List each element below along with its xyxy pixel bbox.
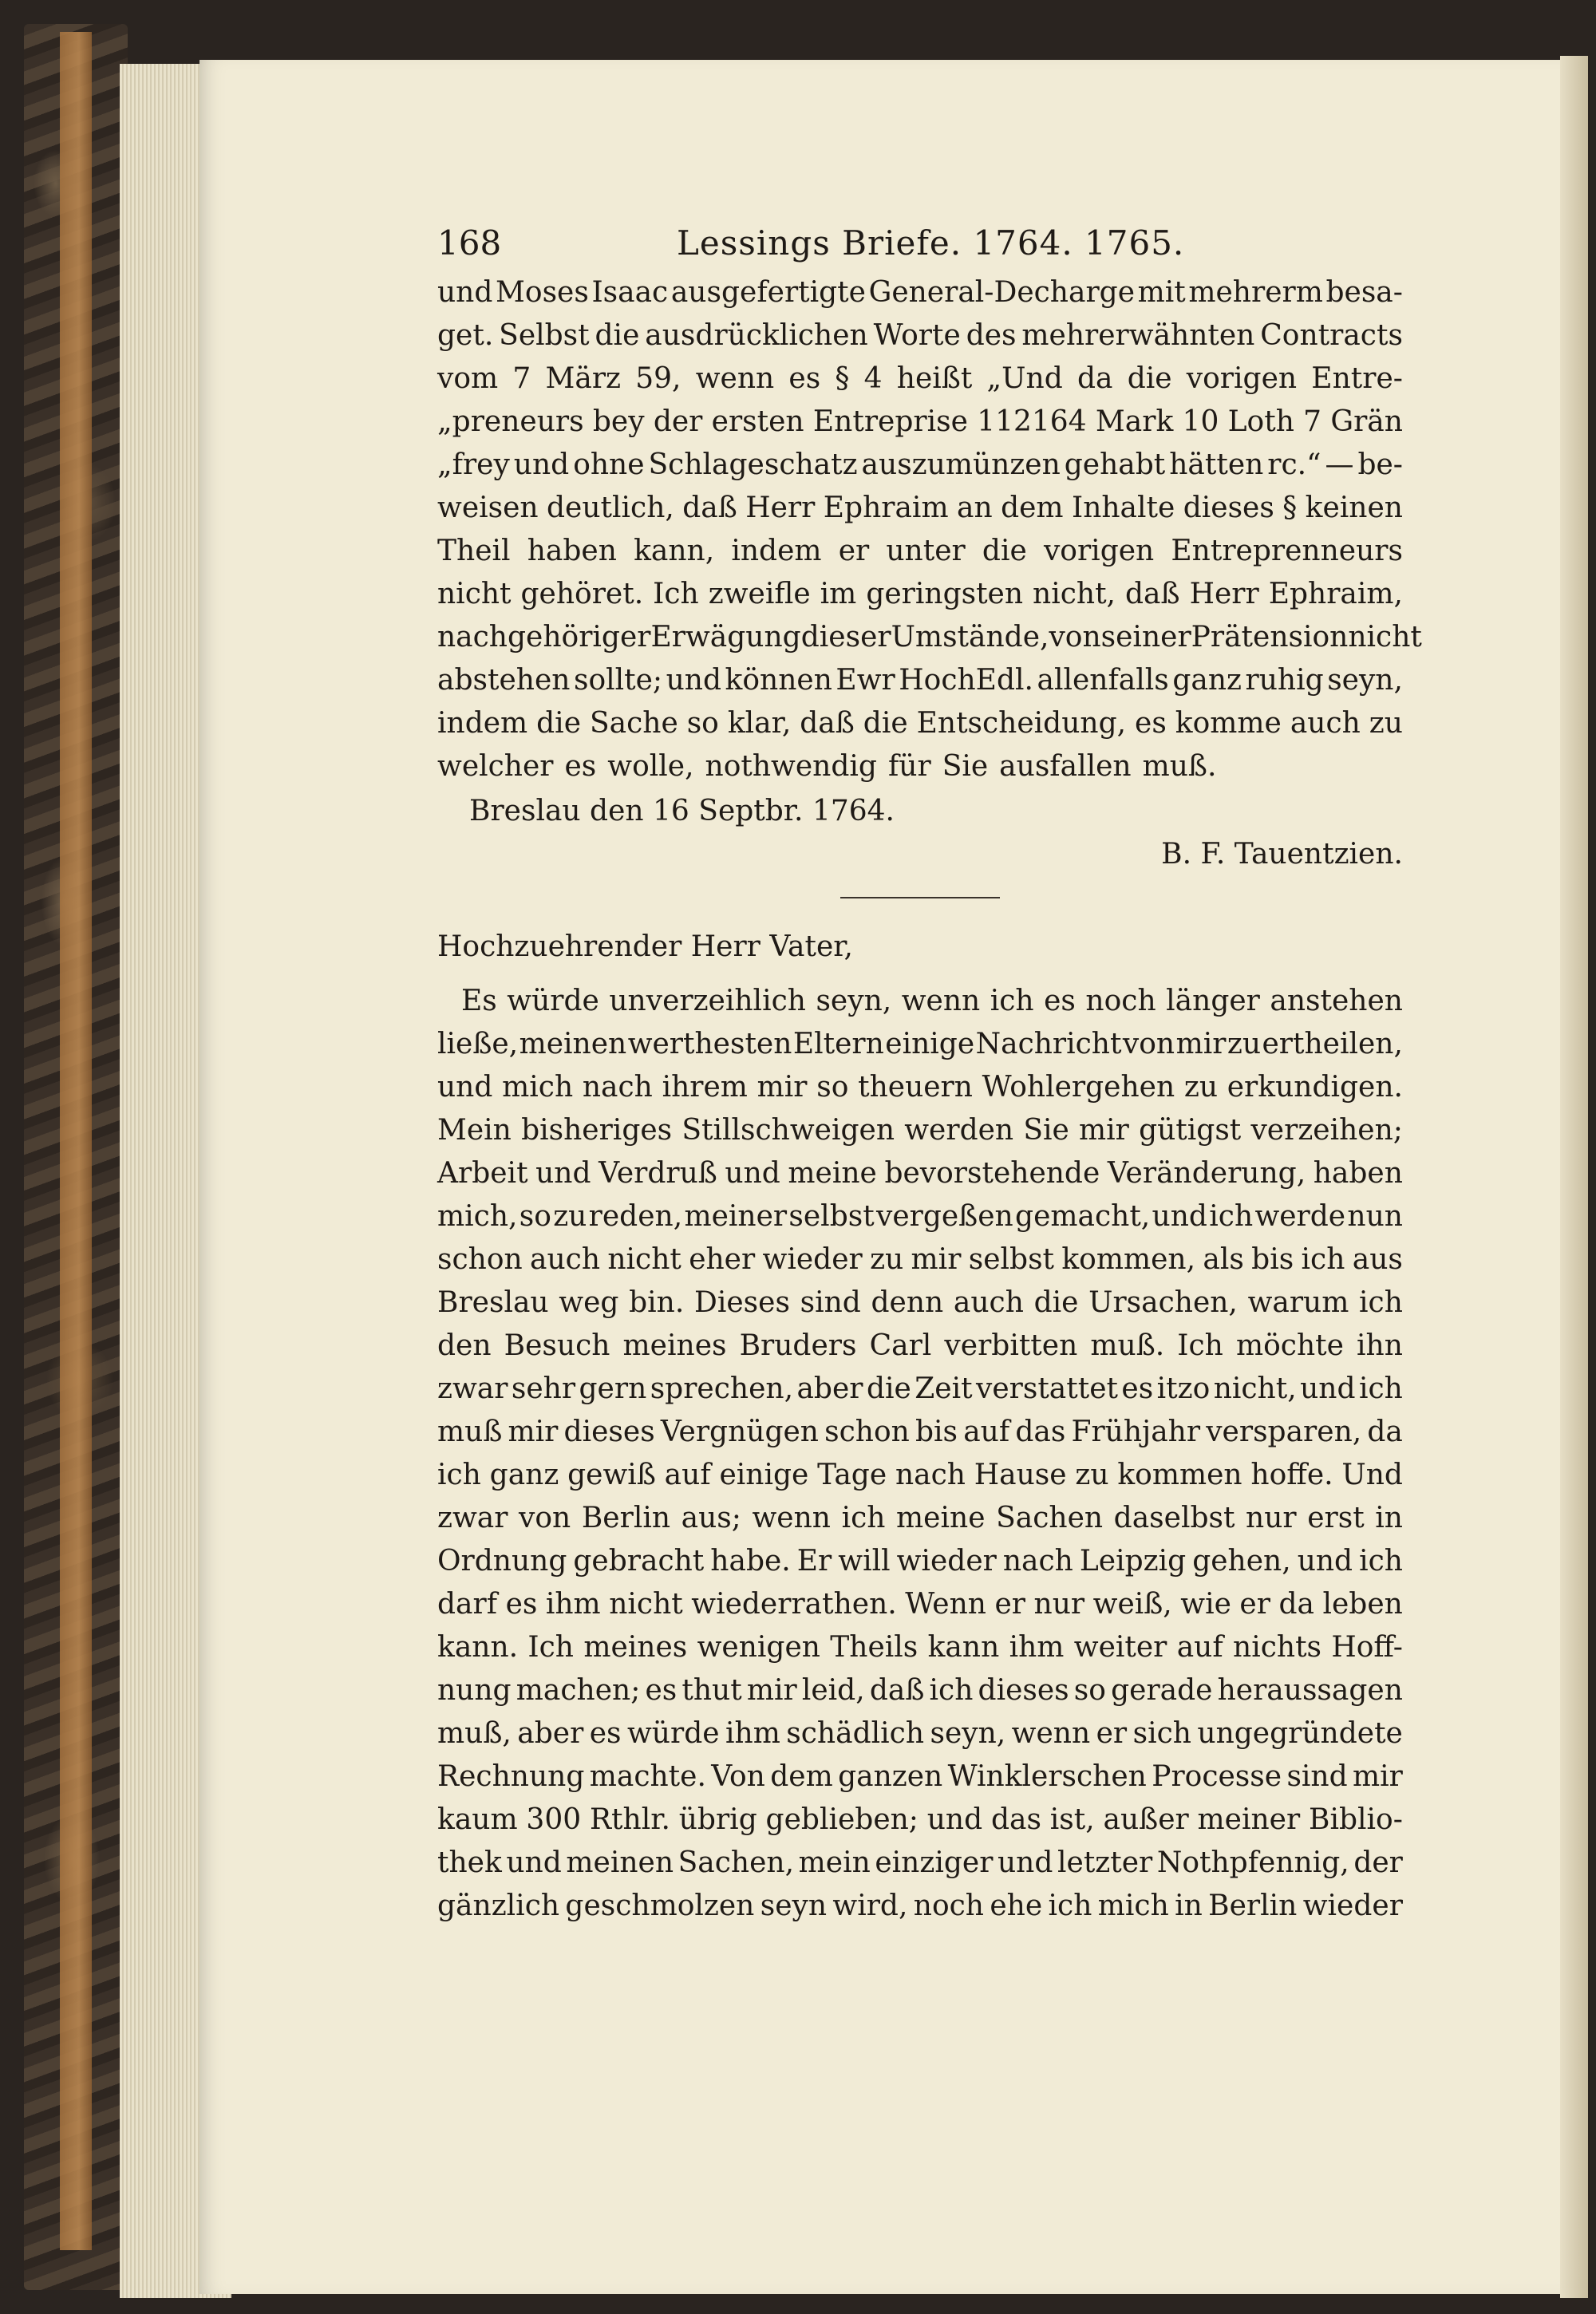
letter1-body	[437, 271, 1422, 788]
letter2-text-line: Breslau weg bin. Dieses sind denn auch die Ursachen, warum ich	[437, 1286, 1403, 1319]
letter2-text-line: darf es ihm nicht wiederrathen. Wenn er nur weiß, wie er da leben	[437, 1588, 1403, 1621]
letter2-text-line: zwar sehr gern sprechen, aber die Zeit verstattet es itzo nicht, und ich	[437, 1372, 1403, 1405]
letter2-body	[437, 980, 1403, 1928]
page-text	[437, 215, 1422, 1928]
letter2-text-line: Es würde unverzeihlich seyn, wenn ich es noch länger anstehen	[461, 985, 1403, 1017]
letter2-text-line: Rechnung machte. Von dem ganzen Winklerschen Processe sind mir	[437, 1760, 1403, 1793]
letter2-text-line: muß mir dieses Vergnügen schon bis auf das Frühjahr versparen, da	[437, 1416, 1403, 1448]
letter2-text-line: muß, aber es würde ihm schädlich seyn, wenn er sich ungegründete	[437, 1717, 1403, 1750]
letter1-text-line: indem die Sache so klar, daß die Entscheidung, es komme auch zu	[437, 707, 1403, 740]
section-divider	[840, 897, 1000, 898]
letter2-text-line: thek und meinen Sachen, mein einziger und letzter Nothpfennig, der	[437, 1846, 1403, 1879]
letter1-text-line: get. Selbst die ausdrücklichen Worte des mehrerwähnten Contracts	[437, 319, 1403, 352]
letter1-text-line: „preneurs bey der ersten Entreprise 112164 Mark 10 Loth 7 Grän	[437, 405, 1403, 438]
letter2-text-line: mich, so zu reden, meiner selbst vergeßen gemacht, und ich werde nun	[437, 1200, 1403, 1233]
letter1-text-line: Theil haben kann, indem er unter die vorigen Entreprenneurs	[437, 535, 1403, 567]
running-head: Lessings Briefe. 1764. 1765.	[677, 223, 1185, 263]
letter1-text-line: abstehen sollte; und können Ewr HochEdl. allenfalls ganz ruhig seyn,	[437, 664, 1403, 697]
letter2-text-line: gänzlich geschmolzen seyn wird, noch ehe ich mich in Berlin wieder	[437, 1890, 1403, 1922]
letter2-text-line: und mich nach ihrem mir so theuern Wohlergehen zu erkundigen.	[437, 1071, 1403, 1104]
page-header	[437, 215, 1403, 271]
signature: B. F. Tauentzien.	[1161, 838, 1403, 871]
letter2-text-line: Mein bisheriges Stillschweigen werden Sie mir gütigst verzeihen;	[437, 1114, 1403, 1147]
letter2-text-line: Arbeit und Verdruß und meine bevorstehende Veränderung, haben	[437, 1157, 1403, 1190]
letter1-text-line: und Moses Isaac ausgefertigte General-Decharge mit mehrerm besa-	[437, 276, 1403, 309]
letter2-text-line: Ordnung gebracht habe. Er will wieder nach Leipzig gehen, und ich	[437, 1545, 1403, 1578]
cover-edge	[60, 32, 92, 2250]
letter2-text-line: ließe, meinen werthesten Eltern einige Nachricht von mir zu ertheilen,	[437, 1028, 1403, 1060]
letter2-text-line: kaum 300 Rthlr. übrig geblieben; und das ist, außer meiner Biblio-	[437, 1803, 1403, 1836]
letter1-text-line: vom 7 März 59, wenn es § 4 heißt „Und da die vorigen Entre-	[437, 362, 1403, 395]
letter2-text-line: den Besuch meines Bruders Carl verbitten muß. Ich möchte ihn	[437, 1329, 1403, 1362]
letter2-text-line: nung machen; es thut mir leid, daß ich dieses so gerade heraussagen	[437, 1674, 1403, 1707]
page-number: 168	[437, 223, 502, 263]
letter2-text-line: kann. Ich meines wenigen Theils kann ihm weiter auf nichts Hoff-	[437, 1631, 1403, 1664]
letter2-text-line: schon auch nicht eher wieder zu mir selbst kommen, als bis ich aus	[437, 1243, 1403, 1276]
letter1-text-line: weisen deutlich, daß Herr Ephraim an dem Inhalte dieses § keinen	[437, 492, 1403, 524]
letter1-text-line: „frey und ohne Schlageschatz auszumünzen gehabt hätten rc.“ — be-	[437, 448, 1403, 481]
letter1-text-line: welcher es wolle, nothwendig für Sie ausfallen muß.	[437, 750, 1217, 783]
facing-page-edge	[1560, 56, 1588, 2298]
salutation: Hochzuehrender Herr Vater,	[437, 930, 853, 963]
letter1-text-line: nach gehöriger Erwägung dieser Umstände, von seiner Prätension nicht	[437, 621, 1422, 654]
letter1-text-line: nicht gehöret. Ich zweifle im geringsten nicht, daß Herr Ephraim,	[437, 578, 1403, 610]
letter2-text-line: ich ganz gewiß auf einige Tage nach Hause zu kommen hoffe. Und	[437, 1459, 1403, 1491]
dateline: Breslau den 16 Septbr. 1764.	[469, 795, 895, 827]
letter2-text-line: zwar von Berlin aus; wenn ich meine Sachen daselbst nur erst in	[437, 1502, 1403, 1534]
